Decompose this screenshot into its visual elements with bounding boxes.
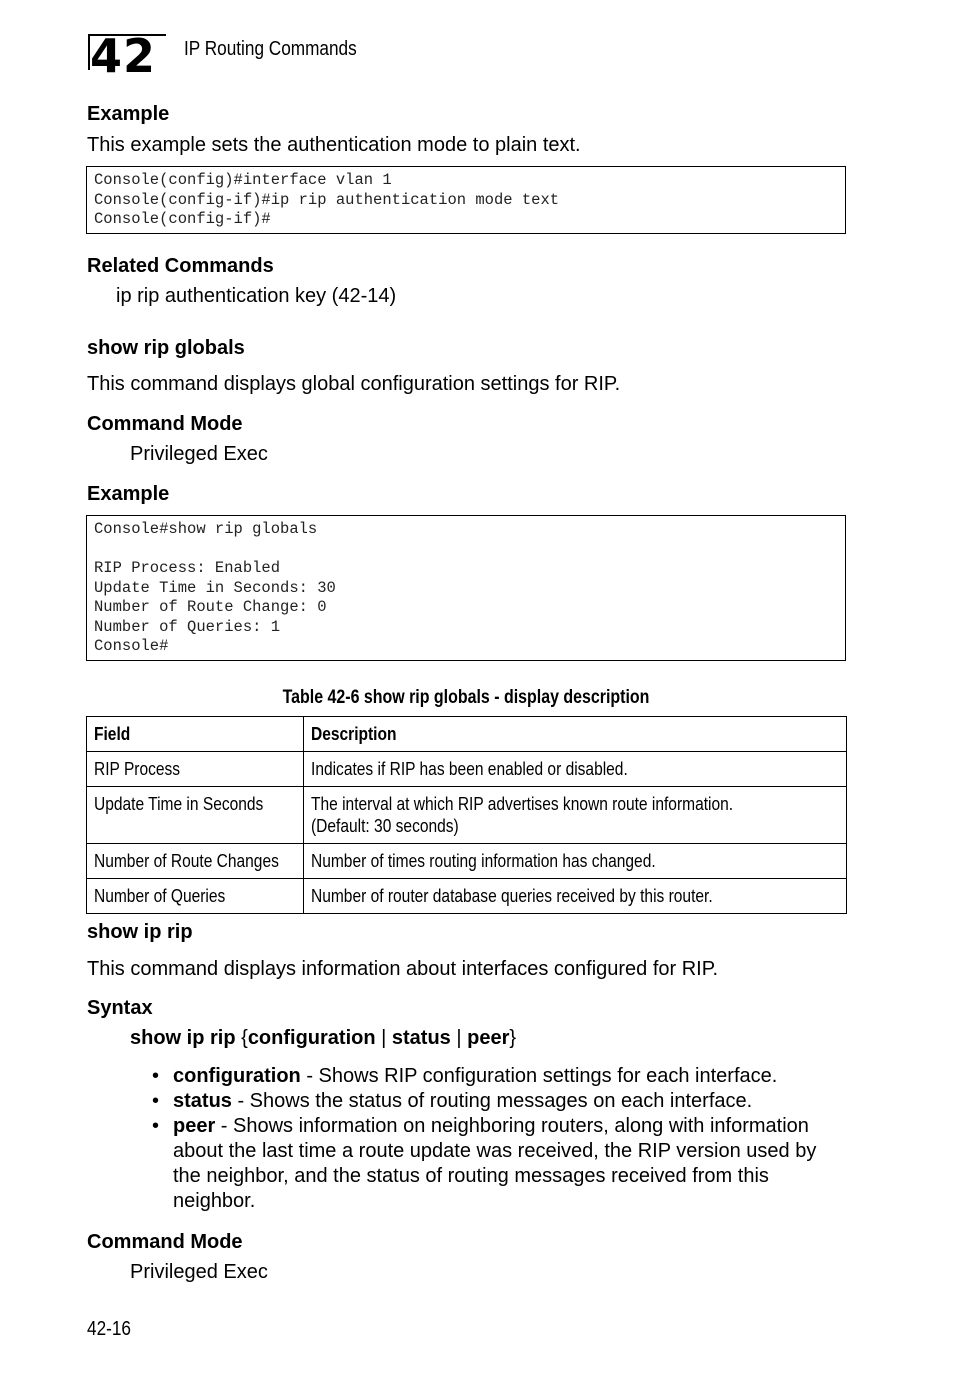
table-row (87, 787, 847, 844)
example-heading-2: Example (87, 483, 170, 505)
section-heading-show-rip-globals: show rip globals (87, 337, 245, 359)
table-row (87, 752, 847, 787)
syntax-heading: Syntax (87, 997, 153, 1019)
command-mode-value: Privileged Exec (130, 443, 268, 465)
command-mode-heading: Command Mode (87, 413, 243, 435)
table-cell-description: Number of times routing information has changed. (304, 844, 847, 879)
list-item: • peer - Shows information on neighboring routers, along with information about the last time a route update was received, the RIP version used by the neighbor, and the status of routing messages received from this neighbor. (152, 1115, 817, 1212)
table-header-description: Description (304, 717, 847, 752)
table-cell-field: RIP Process (87, 752, 304, 787)
syntax-line: show ip rip {configuration | status | peer} (130, 1027, 517, 1049)
command-mode-heading-2: Command Mode (87, 1231, 243, 1253)
table-row (87, 879, 847, 914)
list-item: • status - Shows the status of routing messages on each interface. (152, 1090, 753, 1112)
related-commands-heading: Related Commands (87, 255, 274, 277)
show-ip-rip-text: This command displays information about interfaces configured for RIP. (87, 958, 719, 980)
code-block-example1: Console(config)#interface vlan 1 Console(config-if)#ip rip authentication mode text Console(config-if)# (86, 166, 846, 234)
section-heading-show-ip-rip: show ip rip (87, 921, 193, 943)
related-command-link[interactable]: ip rip authentication key (42-14) (116, 285, 397, 307)
show-rip-globals-text: This command displays global configuration settings for RIP. (87, 373, 621, 395)
list-item: • configuration - Shows RIP configuration settings for each interface. (152, 1065, 778, 1087)
code-block-show-rip-globals: Console#show rip globals RIP Process: Enabled Update Time in Seconds: 30 Number of Route Change: 0 Number of Queries: 1 Console# (86, 515, 846, 661)
chapter-title: IP Routing Commands (184, 38, 357, 60)
table-cell-field: Number of Queries (87, 879, 304, 914)
table-header-field: Field (87, 717, 304, 752)
example-text: This example sets the authentication mode to plain text. (87, 134, 581, 156)
table-header-row (87, 717, 847, 752)
syntax-option-list (130, 1064, 846, 1214)
table-cell-description: Number of router database queries received by this router. (304, 879, 847, 914)
display-description-table (86, 716, 847, 914)
table-cell-field: Update Time in Seconds (87, 787, 304, 844)
table-cell-description: Indicates if RIP has been enabled or disabled. (304, 752, 847, 787)
table-row (87, 844, 847, 879)
command-mode-value-2: Privileged Exec (130, 1261, 268, 1283)
table-cell-field: Number of Route Changes (87, 844, 304, 879)
table-cell-default: (Default: 30 seconds) (311, 815, 459, 836)
example-heading: Example (87, 103, 170, 125)
page-number: 42-16 (87, 1318, 131, 1340)
table-caption: Table 42-6 show rip globals - display description (282, 687, 650, 708)
table-cell-description: The interval at which RIP advertises known route information. (Default: 30 seconds) (304, 787, 847, 844)
chapter-number-box (88, 29, 168, 83)
chapter-number: 42 (90, 29, 157, 83)
